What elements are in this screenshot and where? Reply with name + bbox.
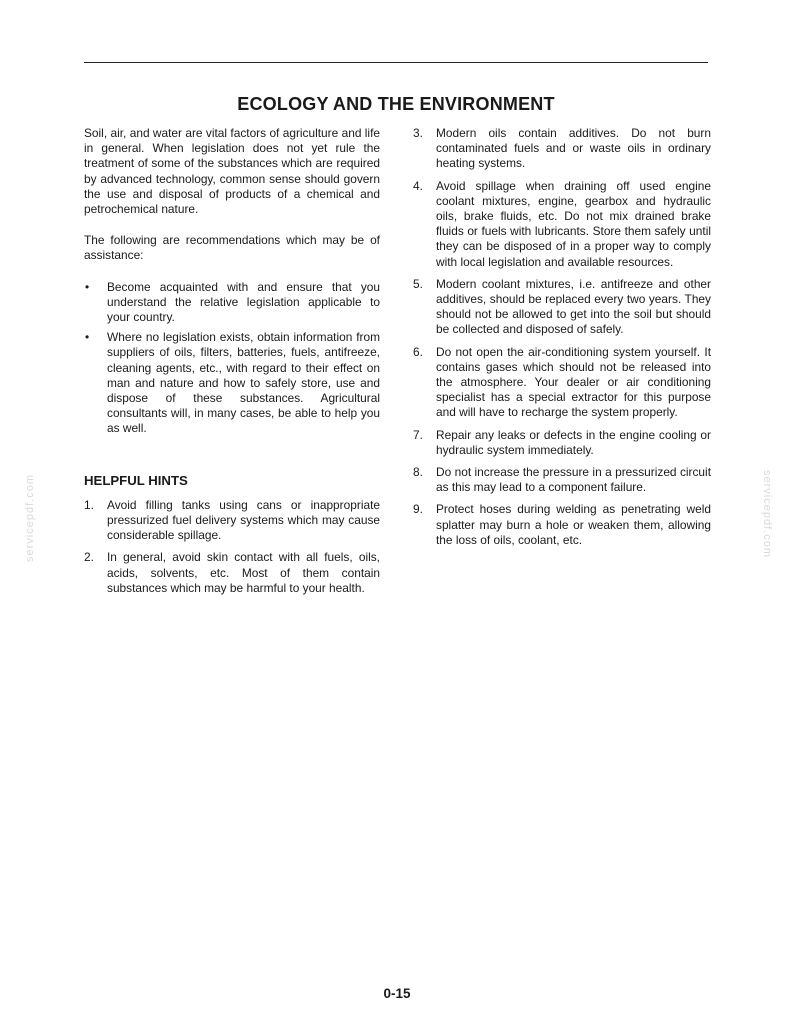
list-item (84, 280, 380, 326)
watermark-left: servicepdf.com (24, 474, 36, 562)
list-item-text: Become acquainted with and ensure that you understand the relative legislation applicable to your country. (107, 279, 380, 325)
hint-item (413, 277, 711, 338)
hints-list-right (413, 126, 711, 548)
hint-item (413, 502, 711, 548)
bullet-marker: • (85, 330, 90, 345)
hint-text: Avoid filling tanks using cans or inappropriate pressurized fuel delivery systems which may cause considerable spillage. (107, 497, 380, 543)
hint-item (413, 428, 711, 458)
hint-text: Do not open the air-conditioning system yourself. It contains gases which should not be released into the atmosphere. Your dealer or air conditioning specialist has a special extractor for this purpose and will have to recharge the system properly. (436, 344, 711, 420)
intro-paragraph: Soil, air, and water are vital factors of agriculture and life in general. When legislation does not yet rule the treatment of some of the substances which are required by advanced technology, common sense should govern the use and disposal of products of a chemical and petrochemical nature. (84, 126, 380, 217)
hint-number: 7. (413, 427, 423, 442)
hints-list-left (84, 498, 380, 596)
hint-item (413, 179, 711, 270)
hint-number: 2. (84, 550, 94, 565)
page-number: 0-15 (383, 986, 411, 1001)
hint-text: Protect hoses during welding as penetrating weld splatter may burn a hole or weaken them, allowing the loss of oils, coolant, etc. (436, 502, 711, 547)
hint-number: 1. (84, 497, 94, 512)
top-rule (84, 62, 708, 63)
hint-text: Modern coolant mixtures, i.e. antifreeze and other additives, should be replaced every two years. They should not be allowed to get into the soil but should be collected and disposed of safely. (436, 276, 711, 337)
hint-text: Modern oils contain additives. Do not burn contaminated fuels and or waste oils in ordinary heating systems. (436, 126, 711, 171)
right-column (413, 126, 711, 555)
hint-number: 8. (413, 465, 423, 480)
hint-text: Avoid spillage when draining off used engine coolant mixtures, engine, gearbox and hydraulic oils, brake fluids, etc. Do not mix drained brake fluids or fuels with lubricants. Store them safely until they can be disposed of in a proper way to comply with local legislation and available resources. (436, 178, 711, 269)
hint-item (84, 550, 380, 596)
hint-item (84, 498, 380, 544)
list-item-text: Where no legislation exists, obtain information from suppliers of oils, filters, batteries, fuels, antifreeze, cleaning agents, etc., with regard to their effect on man and nature and how to safely store, use and dispose of these substances. Agricultural consultants will, in many cases, be able to help you as well. (107, 330, 380, 436)
hint-number: 9. (413, 502, 423, 517)
hint-number: 5. (413, 276, 423, 291)
hint-text: Repair any leaks or defects in the engine cooling or hydraulic system immediately. (436, 427, 711, 457)
recommendations-list (84, 280, 380, 437)
recommendations-intro: The following are recommendations which may be of assistance: (84, 233, 380, 263)
bullet-marker: • (85, 279, 90, 294)
hint-text: Do not increase the pressure in a pressurized circuit as this may lead to a component failure. (436, 465, 711, 495)
hint-text: In general, avoid skin contact with all fuels, oils, acids, solvents, etc. Most of them contain substances which may be harmful to your health. (107, 550, 380, 595)
helpful-hints-heading: HELPFUL HINTS (84, 472, 188, 488)
page-title: ECOLOGY AND THE ENVIRONMENT (237, 94, 555, 114)
watermark-right: servicepdf.com (761, 470, 773, 558)
hint-item (413, 465, 711, 495)
hint-number: 6. (413, 344, 423, 359)
hint-item (413, 126, 711, 172)
hint-number: 4. (413, 178, 423, 193)
left-column (84, 126, 380, 603)
hint-item (413, 345, 711, 421)
list-item (84, 330, 380, 436)
hint-number: 3. (413, 126, 423, 140)
